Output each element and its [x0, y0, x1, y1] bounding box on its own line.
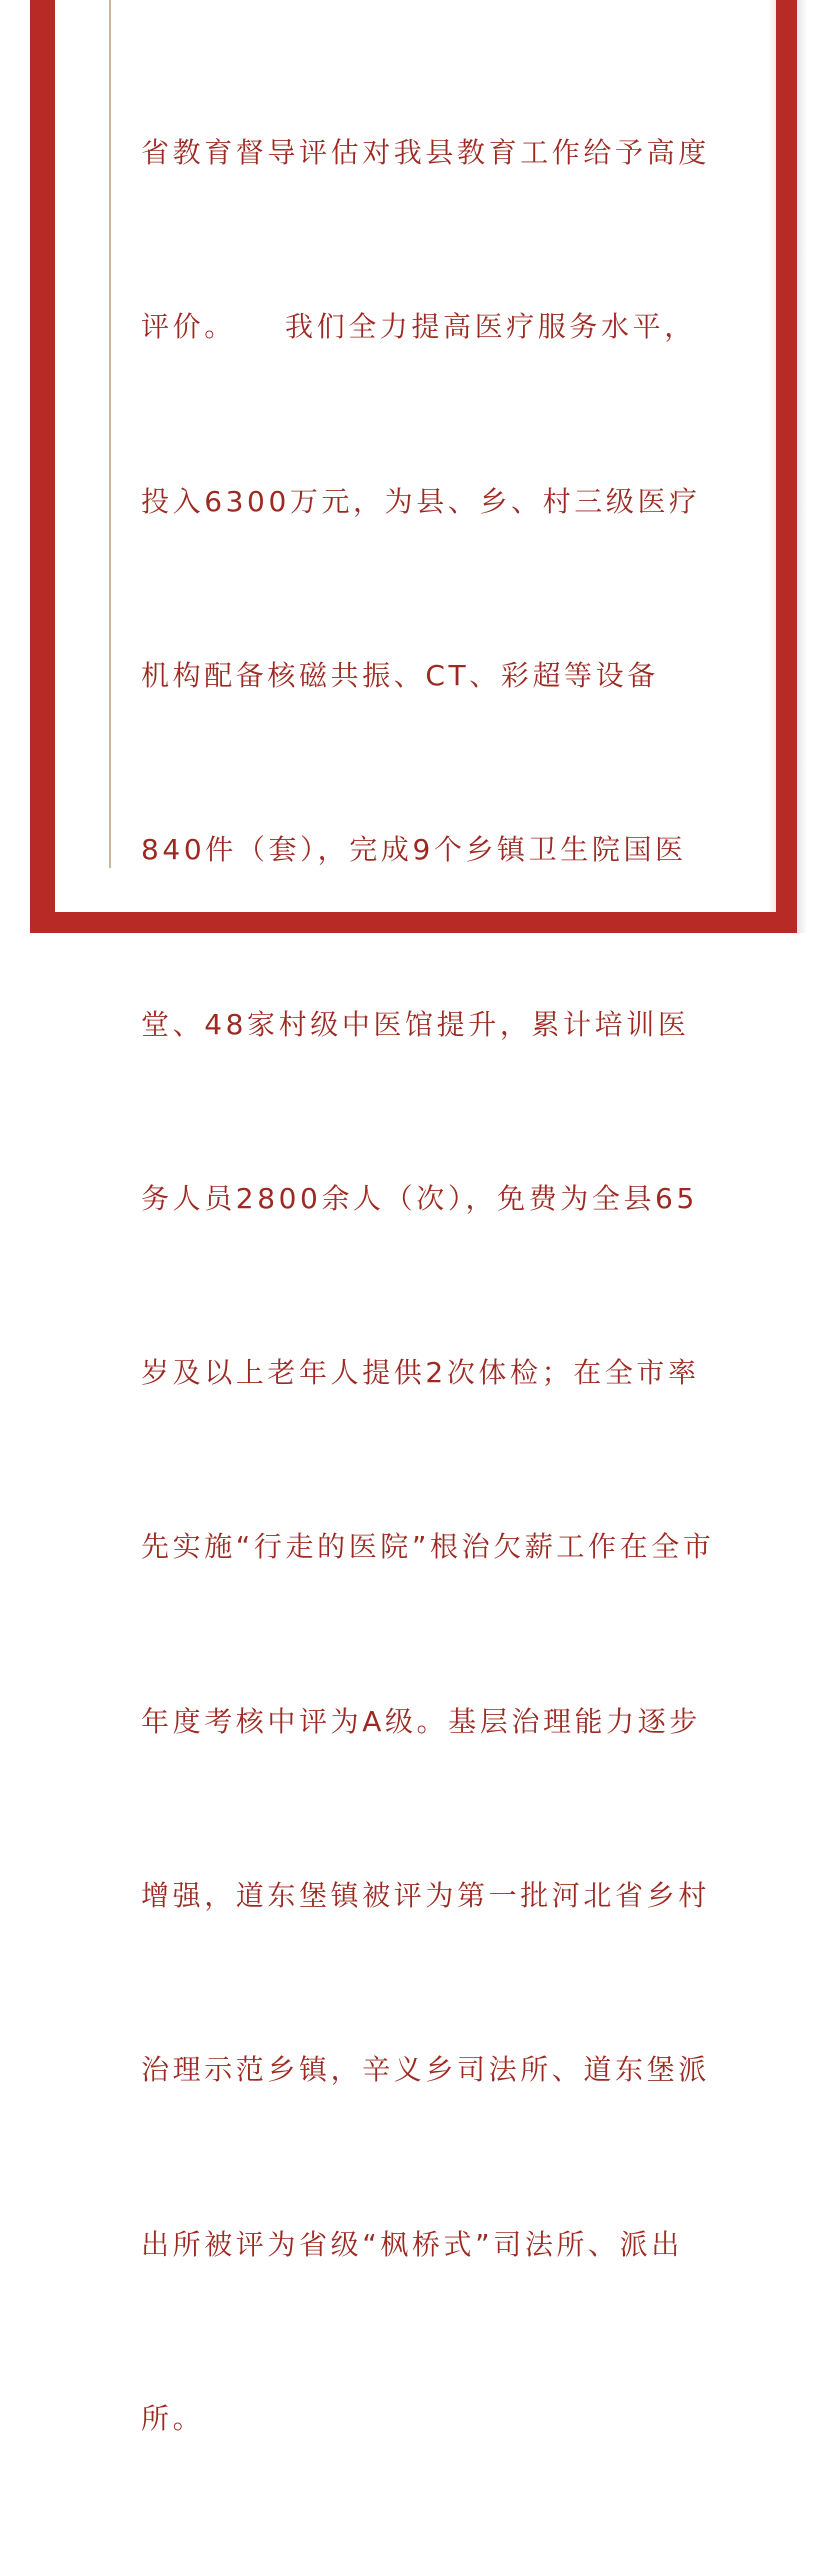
article-line: 岁及以上老年人提供2次体检；在全市率 [141, 1356, 700, 1390]
article-line: 出所被评为省级“枫桥式”司法所、派出 [141, 2227, 683, 2261]
frame-shadow [797, 0, 807, 933]
article-line: 增强，道东堡镇被评为第一批河北省乡村 [141, 1879, 710, 1912]
article-line: 投入6300万元，为县、乡、村三级医疗 [141, 484, 701, 518]
article-line: 先实施“行走的医院”根治欠薪工作在全市 [141, 1530, 715, 1564]
article-line: 机构配备核磁共振、CT、彩超等设备 [141, 659, 659, 693]
article-line: 堂、48家村级中医馆提升，累计培训医 [141, 1007, 690, 1041]
article-line: 年度考核中评为A级。基层治理能力逐步 [141, 1704, 701, 1738]
article-line: 省教育督导评估对我县教育工作给予高度 [141, 136, 710, 170]
article-line: 务人员2800余人（次），免费为全县65 [141, 1181, 698, 1215]
article-line: 840件（套），完成9个乡镇卫生院国医 [141, 833, 687, 867]
article-line: 评价。 我们全力提高医疗服务水平， [141, 310, 696, 344]
vertical-divider [109, 0, 111, 868]
article-body [141, 0, 725, 2564]
article-line: 治理示范乡镇，辛义乡司法所、道东堡派 [141, 2053, 710, 2087]
article-line: 所。 [141, 2401, 205, 2435]
